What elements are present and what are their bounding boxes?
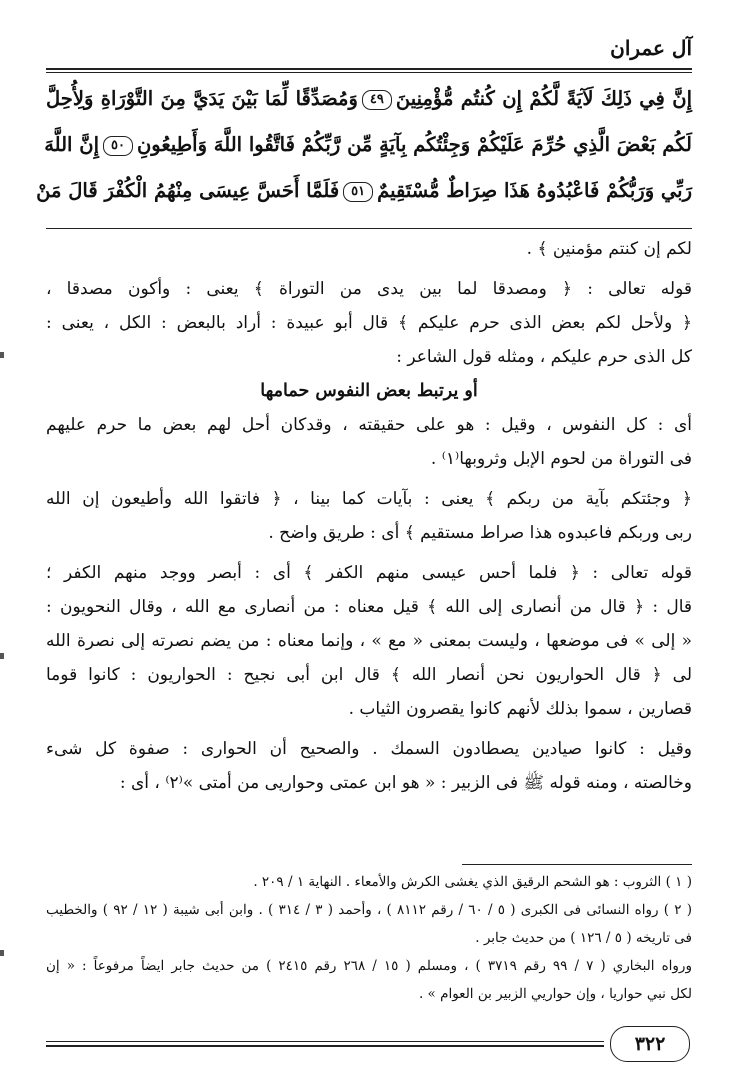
- footnote-line: فى تاريخه ( ٥ / ١٢٦ ) من حديث جابر .: [475, 930, 692, 946]
- quran-text: رَبِّي وَرَبُّكُمْ فَاعْبُدُوهُ هَذَا صِرَاطٌ مُّسْتَقِيمٌ: [377, 179, 692, 202]
- quran-verses-block: [36, 76, 692, 214]
- quran-text: إِنَّ فِي ذَلِكَ لَآيَةً لَّكُمْ إِن كُنتُم مُّؤْمِنِينَ: [395, 87, 692, 110]
- commentary-line: ﴿ ولأحل لكم بعض الذى حرم عليكم ﴾ قال أبو عبيدة : أراد بالبعض : الكل ، يعنى :: [46, 313, 692, 333]
- quran-text: وَمُصَدِّقًا لِّمَا بَيْنَ يَدَيَّ مِنَ التَّوْرَاةِ وَلِأُحِلَّ: [46, 87, 358, 110]
- scan-edge-mark: [0, 653, 4, 659]
- poetry-verse: أو يرتبط بعض النفوس حمامها: [260, 381, 478, 401]
- quran-text: لَكُم بَعْضَ الَّذِي حُرِّمَ عَلَيْكُمْ وَجِئْتُكُم بِآيَةٍ مِّن رَّبِّكُمْ فَاتَّقُوا اللَّهَ وَأَطِيعُونِ: [136, 133, 692, 156]
- commentary-line: قوله تعالى : ﴿ فلما أحس عيسى منهم الكفر ﴾ أى : أبصر ووجد منهم الكفر ؛: [46, 563, 692, 583]
- footnote-separator: [462, 864, 692, 865]
- page-number: ٣٢٢: [610, 1026, 690, 1062]
- commentary-line: « إلى » فى موضعها ، وليست بمعنى « مع » ، وإنما معناه : من يضم نصرته إلى نصرة الله: [46, 631, 692, 651]
- footnotes: [46, 868, 692, 1008]
- commentary-line: كل الذى حرم عليكم ، ومثله قول الشاعر :: [396, 347, 692, 367]
- footnote-line: ( ١ ) الثروب : هو الشحم الرقيق الذي يغشى الكرش والأمعاء . النهاية ١ / ٢٠٩ .: [253, 874, 692, 890]
- footer-rule: [46, 1041, 604, 1042]
- footnote-line: ورواه البخاري ( ٧ / ٩٩ رقم ٣٧١٩ ) ، ومسلم ( ١٥ / ٢٦٨ رقم ٢٤١٥ ) من حديث جابر ايضاً مرفوعاً : « إن: [46, 958, 692, 974]
- header-rule: [46, 68, 692, 70]
- header-rule-thin: [46, 72, 692, 73]
- scan-edge-mark: [0, 950, 4, 956]
- commentary-line: لكم إن كنتم مؤمنين ﴾ .: [526, 239, 692, 259]
- surah-header: آل عمران: [610, 36, 692, 60]
- commentary-line: وخالصته ، ومنه قوله ﷺ فى الزبير : « هو ابن عمتى وحواريى من أمتى »⁽٢⁾ ، أى :: [119, 773, 692, 793]
- quran-text: فَلَمَّا أَحَسَّ عِيسَى مِنْهُمُ الْكُفْرَ قَالَ مَنْ: [36, 179, 340, 202]
- quran-text: إِنَّ اللَّهَ: [44, 133, 99, 156]
- verse-number-marker: ٥١: [343, 182, 373, 202]
- commentary-line: فى التوراة من لحوم الإبل وثروبها⁽١⁾ .: [430, 449, 692, 469]
- quran-line: [46, 122, 692, 168]
- commentary-line: قوله تعالى : ﴿ ومصدقا لما بين يدى من التوراة ﴾ يعنى : وأكون مصدقا ،: [46, 279, 692, 299]
- verse-number-marker: ٤٩: [362, 90, 392, 110]
- footnote-line: لكل نبي حواريا ، وإن حواريي الزبير بن العوام » .: [418, 986, 692, 1002]
- verse-number-marker: ٥٠: [103, 136, 133, 156]
- quran-line: [36, 168, 692, 214]
- commentary-line: قصارين ، سموا بذلك لأنهم كانوا يقصرون الثياب .: [348, 699, 692, 719]
- commentary-text: [46, 232, 692, 800]
- commentary-line: أى : كل النفوس ، وقيل : هو على حقيقته ، وقدكان أحل لهم بعض ما حرم عليهم: [46, 415, 692, 435]
- scan-edge-mark: [0, 352, 4, 358]
- commentary-line: لى ﴿ قال الحواريون نحن أنصار الله ﴾ قال ابن أبى نجيح : الحواريون : كانوا قوما: [46, 665, 692, 685]
- commentary-line: وقيل : كانوا صيادين يصطادون السمك . والصحيح أن الحوارى : صفوة كل شىء: [46, 739, 692, 759]
- quran-line: [46, 76, 692, 122]
- footnote-line: ( ٢ ) رواه النسائى فى الكبرى ( ٥ / ٦٠ / رقم ٨١١٢ ) ، وأحمد ( ٣ / ٣١٤ ) . وابن أبى شيبة ( ١٢ / ٩٢ ) والخطيب: [46, 902, 692, 918]
- quran-divider: [46, 228, 692, 229]
- commentary-line: قال : ﴿ قال من أنصارى إلى الله ﴾ قيل معناه : من أنصارى مع الله ، وقال النحويون :: [46, 597, 692, 617]
- commentary-line: ربى وربكم فاعبدوه هذا صراط مستقيم ﴾ أى : طريق واضح .: [268, 523, 692, 543]
- footer-rule-thick: [46, 1045, 604, 1047]
- commentary-line: ﴿ وجئتكم بآية من ربكم ﴾ يعنى : بآيات كما بينا ، ﴿ فاتقوا الله وأطيعون إن الله: [46, 489, 692, 509]
